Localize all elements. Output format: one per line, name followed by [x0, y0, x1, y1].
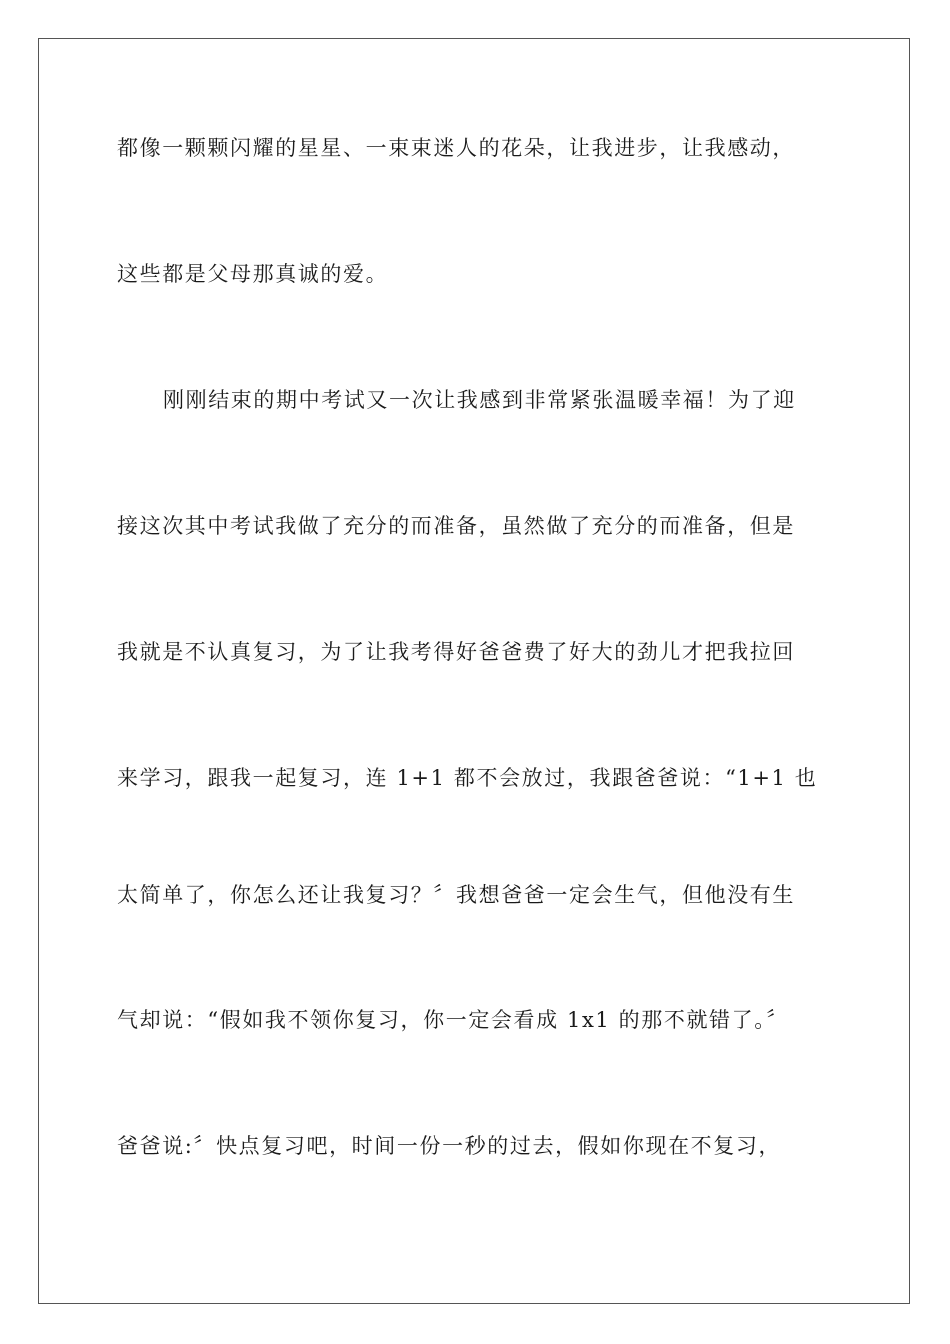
- text-line: 太简单了，你怎么还让我复习？〞我想爸爸一定会生气，但他没有生: [117, 883, 795, 907]
- text-line: 这些都是父母那真诚的爱。: [117, 262, 389, 286]
- paragraph-first-line: 刚刚结束的期中考试又一次让我感到非常紧张温暖幸福！为了迎: [163, 388, 796, 412]
- text-line: 都像一颗颗闪耀的星星、一束束迷人的花朵，让我进步，让我感动，: [117, 136, 795, 160]
- text-line: 来学习，跟我一起复习，连 1+1 都不会放过，我跟爸爸说：“1+1 也: [117, 766, 818, 790]
- page-border: [38, 38, 910, 1304]
- text-line: 接这次其中考试我做了充分的而准备，虽然做了充分的而准备，但是: [117, 514, 795, 538]
- text-line: 气却说：“假如我不领你复习，你一定会看成 1x1 的那不就错了。〞: [117, 1008, 789, 1032]
- text-line: 我就是不认真复习，为了让我考得好爸爸费了好大的劲儿才把我拉回: [117, 640, 795, 664]
- text-line: 爸爸说:〞快点复习吧，时间一份一秒的过去，假如你现在不复习，: [117, 1134, 782, 1158]
